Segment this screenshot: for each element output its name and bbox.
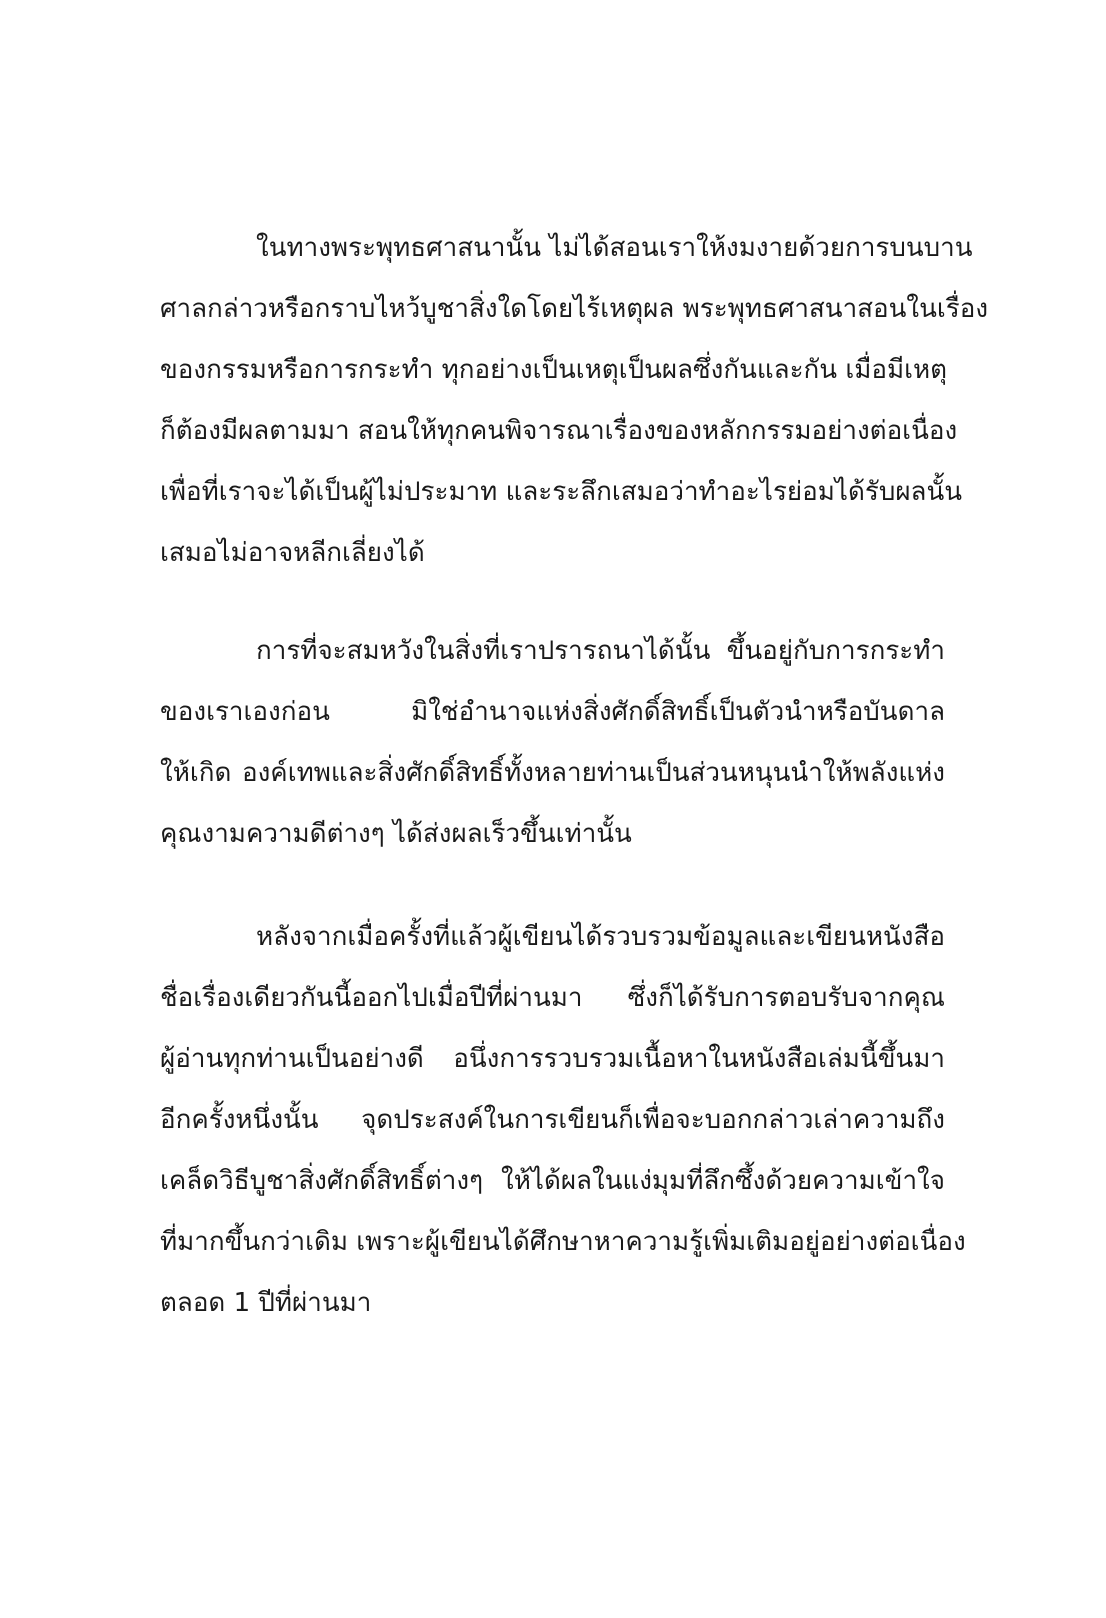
paragraph-line: ของกรรมหรือการกระทำ ทุกอย่างเป็นเหตุเป็นผลซึ่งกันและกัน เมื่อมีเหตุ xyxy=(160,355,948,385)
paragraph-line: หลังจากเมื่อครั้งที่แล้วผู้เขียนได้รวบรวมข้อมูลและเขียนหนังสือ xyxy=(256,922,945,952)
paragraph-line: เสมอไม่อาจหลีกเลี่ยงได้ xyxy=(160,538,425,568)
paragraph-line: ที่มากขึ้นกว่าเดิม เพราะผู้เขียนได้ศึกษาหาความรู้เพิ่มเติมอยู่อย่างต่อเนื่อง xyxy=(160,1227,966,1257)
paragraph-line: ชื่อเรื่องเดียวกันนี้ออกไปเมื่อปีที่ผ่านมา ซึ่งก็ได้รับการตอบรับจากคุณ xyxy=(160,983,945,1013)
paragraph-line: ในทางพระพุทธศาสนานั้น ไม่ได้สอนเราให้งมงายด้วยการบนบาน xyxy=(256,233,973,263)
paragraph-line: อีกครั้งหนึ่งนั้น จุดประสงค์ในการเขียนก็เพื่อจะบอกกล่าวเล่าความถึง xyxy=(160,1105,945,1135)
paragraph-line: ผู้อ่านทุกท่านเป็นอย่างดี อนึ่งการรวบรวมเนื้อหาในหนังสือเล่มนี้ขึ้นมา xyxy=(160,1044,945,1074)
paragraph-line: ของเราเองก่อน มิใช่อำนาจแห่งสิ่งศักดิ์สิทธิ์เป็นตัวนำหรือบันดาล xyxy=(160,697,945,727)
paragraph-line: ก็ต้องมีผลตามมา สอนให้ทุกคนพิจารณาเรื่องของหลักกรรมอย่างต่อเนื่อง xyxy=(160,416,958,446)
paragraph-fulfilling-wishes xyxy=(160,621,945,865)
paragraph-line: คุณงามความดีต่างๆ ได้ส่งผลเร็วขึ้นเท่านั้น xyxy=(160,819,632,849)
paragraph-line: ศาลกล่าวหรือกราบไหว้บูชาสิ่งใดโดยไร้เหตุผล พระพุทธศาสนาสอนในเรื่อง xyxy=(160,294,989,324)
paragraph-line: การที่จะสมหวังในสิ่งที่เราปรารถนาได้นั้น ขึ้นอยู่กับการกระทำ xyxy=(256,636,945,666)
paragraph-buddhist-teaching xyxy=(160,218,989,584)
paragraph-line: ตลอด 1 ปีที่ผ่านมา xyxy=(160,1288,372,1318)
paragraph-author-note xyxy=(160,907,966,1334)
paragraph-line: ให้เกิด องค์เทพและสิ่งศักดิ์สิทธิ์ทั้งหลายท่านเป็นส่วนหนุนนำให้พลังแห่ง xyxy=(160,758,945,788)
paragraph-line: เคล็ดวิธีบูชาสิ่งศักดิ์สิทธิ์ต่างๆ ให้ได้ผลในแง่มุมที่ลึกซึ้งด้วยความเข้าใจ xyxy=(160,1166,945,1196)
paragraph-line: เพื่อที่เราจะได้เป็นผู้ไม่ประมาท และระลึกเสมอว่าทำอะไรย่อมได้รับผลนั้น xyxy=(160,477,963,507)
